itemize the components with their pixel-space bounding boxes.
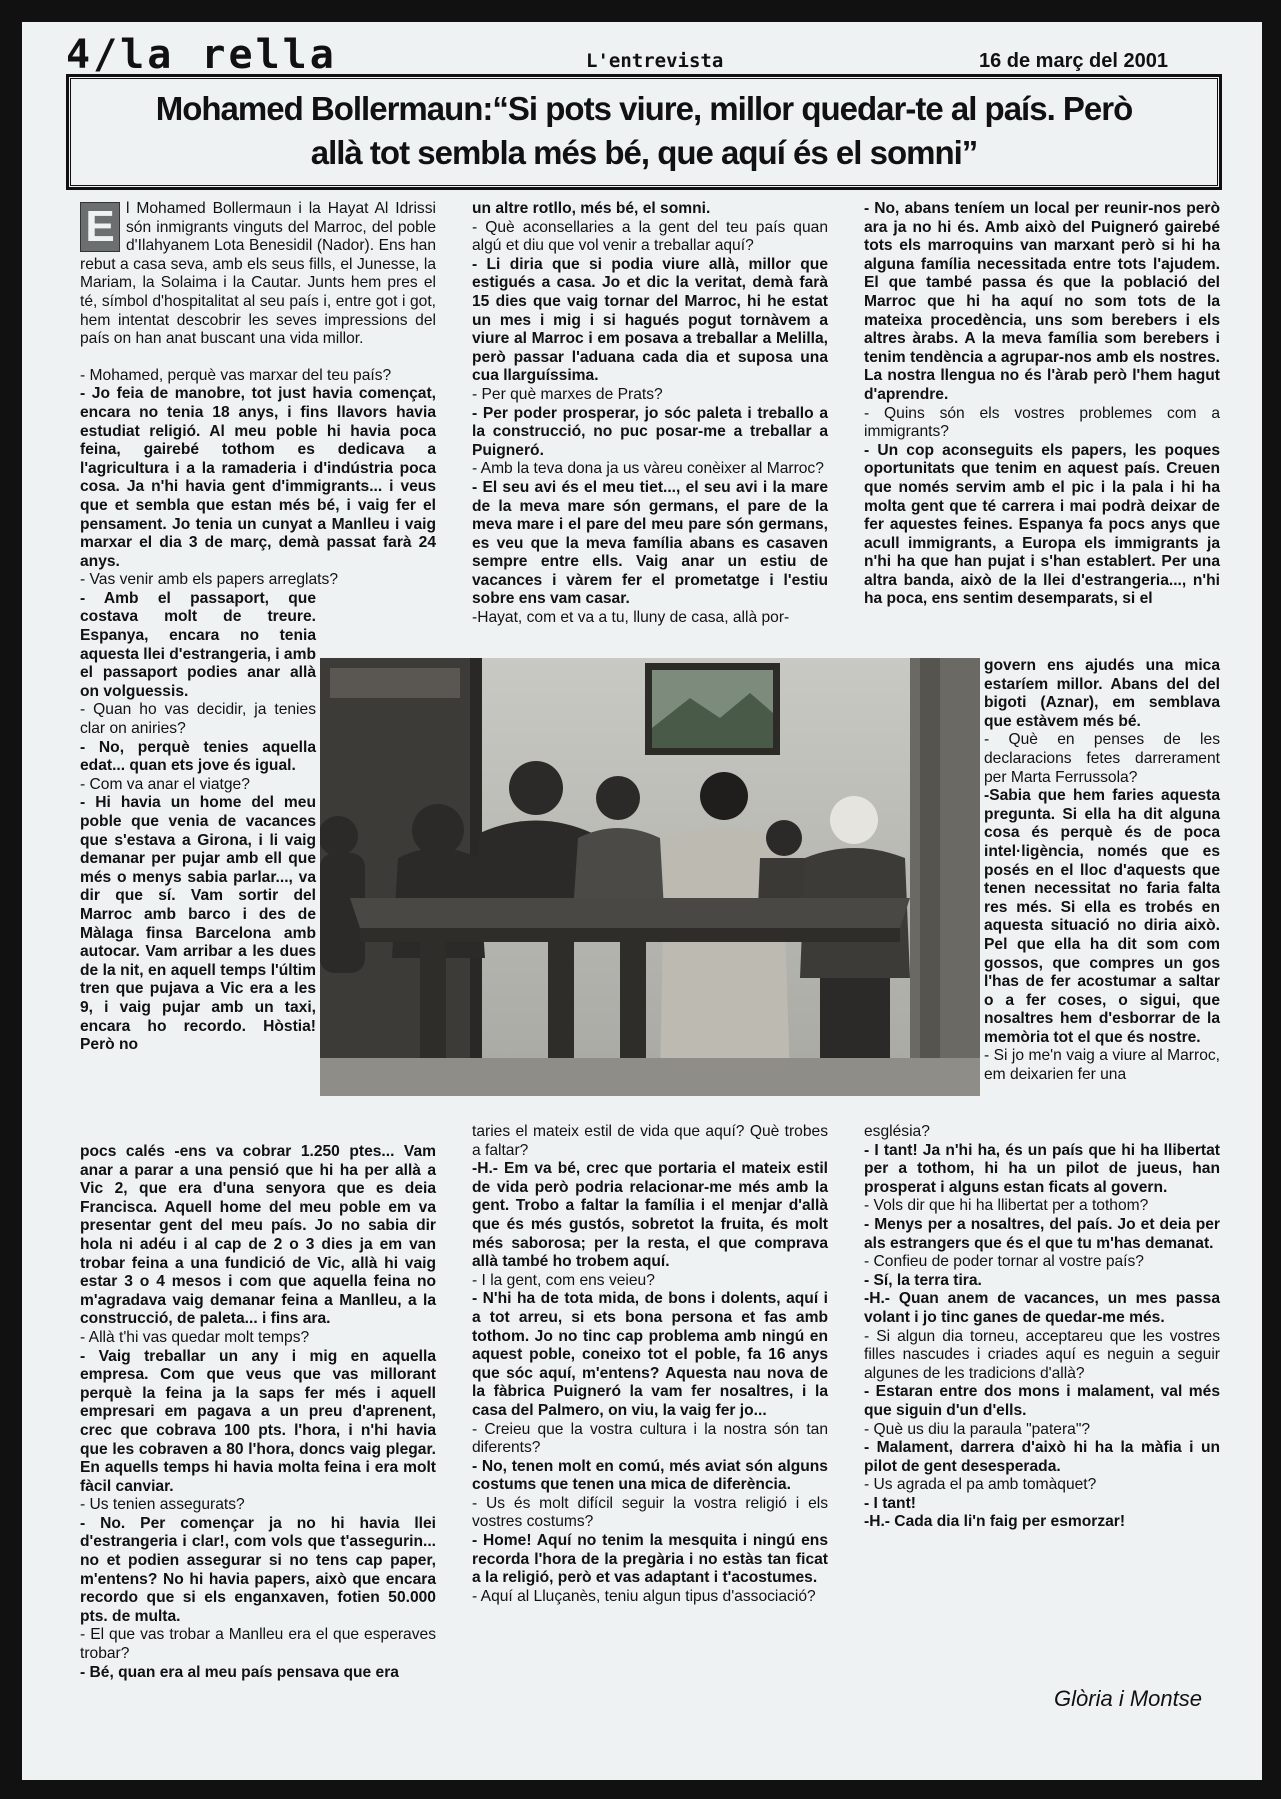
- headline-box: [66, 74, 1222, 190]
- question-paragraph: - Quins són els vostres problemes com a immigrants?: [864, 404, 1220, 441]
- question-paragraph: - Vols dir que hi ha llibertat per a tothom?: [864, 1197, 1149, 1215]
- author-signature: Glòria i Montse: [1054, 1686, 1202, 1711]
- answer-paragraph: - No, tenen molt en comú, més aviat són alguns costums que tenen una mica de diferència.: [472, 1457, 828, 1494]
- answer-paragraph: - Amb el passaport, que costava molt de treure. Espanya, encara no tenia aquesta llei d'estrangeria, i amb el passaport podies anar allà on volguessis.: [80, 589, 316, 700]
- answer-paragraph: - Estaran entre dos mons i malament, val més que siguin d'un d'ells.: [864, 1383, 1220, 1419]
- question-paragraph: - Què us diu la paraula "patera"?: [864, 1420, 1091, 1438]
- answer-paragraph: - No. Per començar ja no hi havia llei d'estrangeria i clar!, com vols que t'assegurin... no et podien assegurar si no tens cap paper, m'entens? No hi havia papers, això que encara recordo que si els enganxaven, fotien 50.000 pts. de multa.: [80, 1514, 436, 1625]
- question-paragraph: - Aquí al Lluçanès, teniu algun tipus d'associació?: [472, 1587, 816, 1605]
- answer-paragraph: - Un cop aconseguits els papers, les poques oportunitats que tenim en aquest país. Creuen que només servim amb el pic i la pala i hi ha molta gent que té carrera i mai podrà deixar de fer aquestes feines. Espanya fa pocs anys que acull immigrants, a Europa els immigrants ja n'hi ha que han pujat i s'han establert. Per una altra banda, això de la llei d'estrangeria..., n'hi ha poca, ens sentim desemparats, si el: [864, 441, 1220, 608]
- answer-paragraph: - Malament, darrera d'això hi ha la màfia i un pilot de gent desesperada.: [864, 1439, 1220, 1475]
- answer-paragraph: - No, perquè tenies aquella edat... quan ets jove és igual.: [80, 738, 316, 775]
- answer-paragraph: - I tant! Ja n'hi ha, és un país que hi ha llibertat per a tothom, hi ha un pilot de jueus, han prosperat i alguns estan ficats al govern.: [864, 1141, 1220, 1196]
- question-paragraph: - Quan ho vas decidir, ja tenies clar on aniries?: [80, 701, 316, 738]
- answer-paragraph: pocs calés -ens va cobrar 1.250 ptes... Vam anar a parar a una pensió que hi ha per allà a Vic 2, que era d'una senyora que es deia Francisca. Aquell home del meu poble em va presentar gent del meu país. Jo no sabia dir hola ni adéu i al cap de 2 o 3 dies ja em van trobar feina a una fundició de Vic, allà hi vaig estar 3 o 4 mesos i com que aquella feina no m'agradava vaig demanar feina a Manlleu, a la construcció, de paleta... i fins ara.: [80, 1143, 436, 1328]
- intro-paragraph: [80, 200, 436, 349]
- answer-paragraph: un altre rotllo, més bé, el somni.: [472, 200, 711, 217]
- answer-paragraph: - El seu avi és el meu tiet..., el seu avi i la mare de la meva mare són germans, el pare de la meva mare i el pare del meu pare són germans, es veu que la meva família abans es casaven sempre entre ells. Vaig anar un estiu de vacances i vàrem fer el prometatge i l'estiu sobre ens vam casar.: [472, 478, 828, 608]
- column-2-bottom: [472, 1123, 828, 1606]
- question-paragraph: - Creieu que la vostra cultura i la nostra són tan diferents?: [472, 1420, 828, 1457]
- column-1-wrap-text: [80, 590, 316, 1055]
- answer-paragraph: - Jo feia de manobre, tot just havia començat, encara no tenia 18 anys, i fins llavors havia estudiat religió. Al meu poble hi havia poca feina, gairebé tothom es dedicava a l'agricultura i a la ramaderia i d'indústria poca cosa. Ja n'hi havia gent d'immigrants... i veus que et sembla que estan més bé, i vaig fer el pensament. Jo tenia un cunyat a Manlleu i vaig marxar el dia 3 de març, demà passat farà 24 anys.: [80, 385, 436, 570]
- newspaper-page: [22, 22, 1262, 1780]
- question-paragraph: - Si algun dia torneu, acceptareu que les vostres filles nascudes i criades aquí es neguin a seguir algunes de les tradicions d'allà?: [864, 1327, 1220, 1382]
- answer-paragraph: - Sí, la terra tira.: [864, 1271, 982, 1289]
- question-paragraph: taries el mateix estil de vida que aquí? Què trobes a faltar?: [472, 1123, 828, 1159]
- answer-paragraph: - No, abans teníem un local per reunir-nos però ara ja no hi és. Amb això del Puigneró gairebé tots els marroquins van marxant però si hi ha alguna família necessitada entre tots l'ajudem. El que també passa és que la població del Marroc que hi ha aquí no som tots de la mateixa procedència, uns som berebers i els altres àrabs. A la meva família som berebers i tenim tendència a agrupar-nos amb els nostres. La nostra llengua no és l'àrab però l'hem hagut d'aprendre.: [864, 200, 1220, 403]
- column-3-wrap-text: [984, 657, 1220, 1085]
- family-photo: [320, 658, 980, 1096]
- question-paragraph: - Amb la teva dona ja us vàreu conèixer al Marroc?: [472, 460, 824, 478]
- question-paragraph: - Per què marxes de Prats?: [472, 385, 663, 403]
- section-title: L'entrevista: [586, 50, 724, 72]
- question-paragraph: - Allà t'hi vas quedar molt temps?: [80, 1328, 310, 1346]
- intro-text: l Mohamed Bollermaun i la Hayat Al Idrissi són inmigrants vinguts del Marroc, del poble d'Ilahyanem Lota Benesidil (Nador). Ens han rebut a casa seva, amb els seus fills, el Junesse, la Mariam, la Solaima i la Cautar. Junts hem pres el té, símbol d'hospitalitat al seu país i, entre got i got, hem intentat descobrir les seves impressions del país on han anat buscant una vida millor.: [80, 200, 436, 348]
- question-paragraph: - Vas venir amb els papers arreglats?: [80, 571, 338, 589]
- answer-paragraph: -H.- Em va bé, crec que portaria el mateix estil de vida però podria relacionar-me més amb la gent. Trobo a faltar la família i el menjar d'allà que és més gustós, sobretot la fruita, és molt més saborosa; per la resta, el que comprava allà també ho trobem aquí.: [472, 1160, 828, 1271]
- column-1-body: [80, 367, 436, 590]
- question-paragraph: - Què aconsellaries a la gent del teu país quan algú et diu que vol venir a treballar aquí?: [472, 218, 828, 255]
- answer-paragraph: govern ens ajudés una mica estaríem millor. Abans del del bigoti (Aznar), em semblava que estàvem més bé.: [984, 657, 1220, 730]
- masthead: [66, 32, 1218, 80]
- answer-paragraph: - Vaig treballar un any i mig en aquella empresa. Com que veus que vas millorant perquè la feina ja la saps fer més i aquell empresari em pagava a un preu d'aprenent, crec que cobrava 100 pts. l'hora, i n'hi havia que les cobraven a 80 l'hora, doncs vaig plegar. En aquells temps hi havia molta feina i era molt fàcil canviar.: [80, 1347, 436, 1495]
- answer-paragraph: - I tant!: [864, 1494, 916, 1512]
- question-paragraph: - Us és molt difícil seguir la vostra religió i els vostres costums?: [472, 1494, 828, 1531]
- answer-paragraph: - Hi havia un home del meu poble que venia de vacances que s'estava a Girona, i li vaig demanar per pujar amb ell que més o menys sabia parlar..., va dir que sí. Vam sortir del Marroc amb barco i des de Màlaga finsa Barcelona amb autocar. Vam arribar a les dues de la nit, en aquell temps l'últim tren que pujava a Vic era a les 9, i vaig pujar amb un taxi, encara ho recordo. Hòstia! Però no: [80, 794, 316, 1054]
- question-paragraph: - Confieu de poder tornar al vostre país?: [864, 1253, 1144, 1271]
- column-1-bottom: [80, 1143, 436, 1682]
- question-paragraph: església?: [864, 1123, 930, 1140]
- answer-paragraph: - N'hi ha de tota mida, de bons i dolents, aquí i a tot arreu, si ets bona persona et fas amb tothom. Jo no tinc cap problema amb ningú en aquest poble, coneixo tot el poble, fa 16 anys que sóc aquí, m'entens? Aquesta nau nova de la fàbrica Puigneró la vam fer nosaltres, i la casa del Palmero, on viu, la vaig fer jo...: [472, 1290, 828, 1419]
- drop-cap: E: [80, 202, 120, 252]
- question-paragraph: - Què en penses de les declaracions fetes darrerament per Marta Ferrussola?: [984, 731, 1220, 786]
- answer-paragraph: - Menys per a nosaltres, del país. Jo et deia per als estrangers que és el que tu m'has demanat.: [864, 1215, 1220, 1252]
- question-paragraph: - Mohamed, perquè vas marxar del teu país?: [80, 366, 392, 384]
- column-2-top: [472, 200, 828, 628]
- answer-paragraph: -H.- Cada dia li'n faig per esmorzar!: [864, 1513, 1126, 1531]
- headline-line-2: allà tot sembla més bé, que aquí és el somni”: [310, 134, 978, 171]
- answer-paragraph: - Per poder prosperar, jo sóc paleta i treballo a la construcció, no puc posar-me a treballar a Puigneró.: [472, 404, 828, 459]
- question-paragraph: - Si jo me'n vaig a viure al Marroc, em deixarien fer una: [984, 1047, 1220, 1084]
- question-paragraph: - I la gent, com ens veieu?: [472, 1271, 655, 1289]
- column-3-top: [864, 200, 1220, 609]
- family-photo-image: [320, 658, 980, 1096]
- answer-paragraph: - Home! Aquí no tenim la mesquita i ningú ens recorda l'hora de la pregària i no estàs tan ficat a la religió, però et vas adaptant i t'acostumes.: [472, 1532, 828, 1587]
- question-paragraph: - El que vas trobar a Manlleu era el que esperaves trobar?: [80, 1626, 436, 1663]
- question-paragraph: - Com va anar el viatge?: [80, 775, 250, 793]
- answer-paragraph: - Bé, quan era al meu país pensava que era: [80, 1663, 399, 1681]
- question-paragraph: - Us tenien assegurats?: [80, 1496, 245, 1514]
- question-paragraph: -Hayat, com et va a tu, lluny de casa, allà por-: [472, 609, 790, 627]
- question-paragraph: - Us agrada el pa amb tomàquet?: [864, 1476, 1097, 1494]
- answer-paragraph: - Li diria que si podia viure allà, millor que estigués a casa. Jo et dic la veritat, demà farà 15 dies que vaig tornar del Marroc, hi he estat un mes i mig i si hagués pogut tornàvem a viure al Marroc i em posava a treballar a Melilla, però passar l'aduana cada dia et suposa una cua llarguíssima.: [472, 255, 828, 385]
- column-3-bottom: [864, 1123, 1220, 1532]
- publication-logo: 4/la rella: [66, 32, 337, 78]
- answer-paragraph: -Sabia que hem faries aquesta pregunta. Si ella ha dit alguna cosa és perquè és de poca intel·ligència, només que es posés en el lloc d'aquests que tenen necessitat no faria falta res més. Si ella es trobés en aquesta situació no diria això. Pel que ella ha dit som com gossos, que compres un gos l'has de fer acostumar a saltar o a fer coses, o sigui, que nosaltres hem d'esborrar de la memòria tot el que és nostre.: [984, 787, 1220, 1046]
- headline-line-1: Mohamed Bollermaun:“Si pots viure, millor quedar-te al país. Però: [155, 90, 1133, 127]
- answer-paragraph: -H.- Quan anem de vacances, un mes passa volant i jo tinc ganes de quedar-me més.: [864, 1290, 1220, 1326]
- issue-date: 16 de març del 2001: [978, 50, 1168, 72]
